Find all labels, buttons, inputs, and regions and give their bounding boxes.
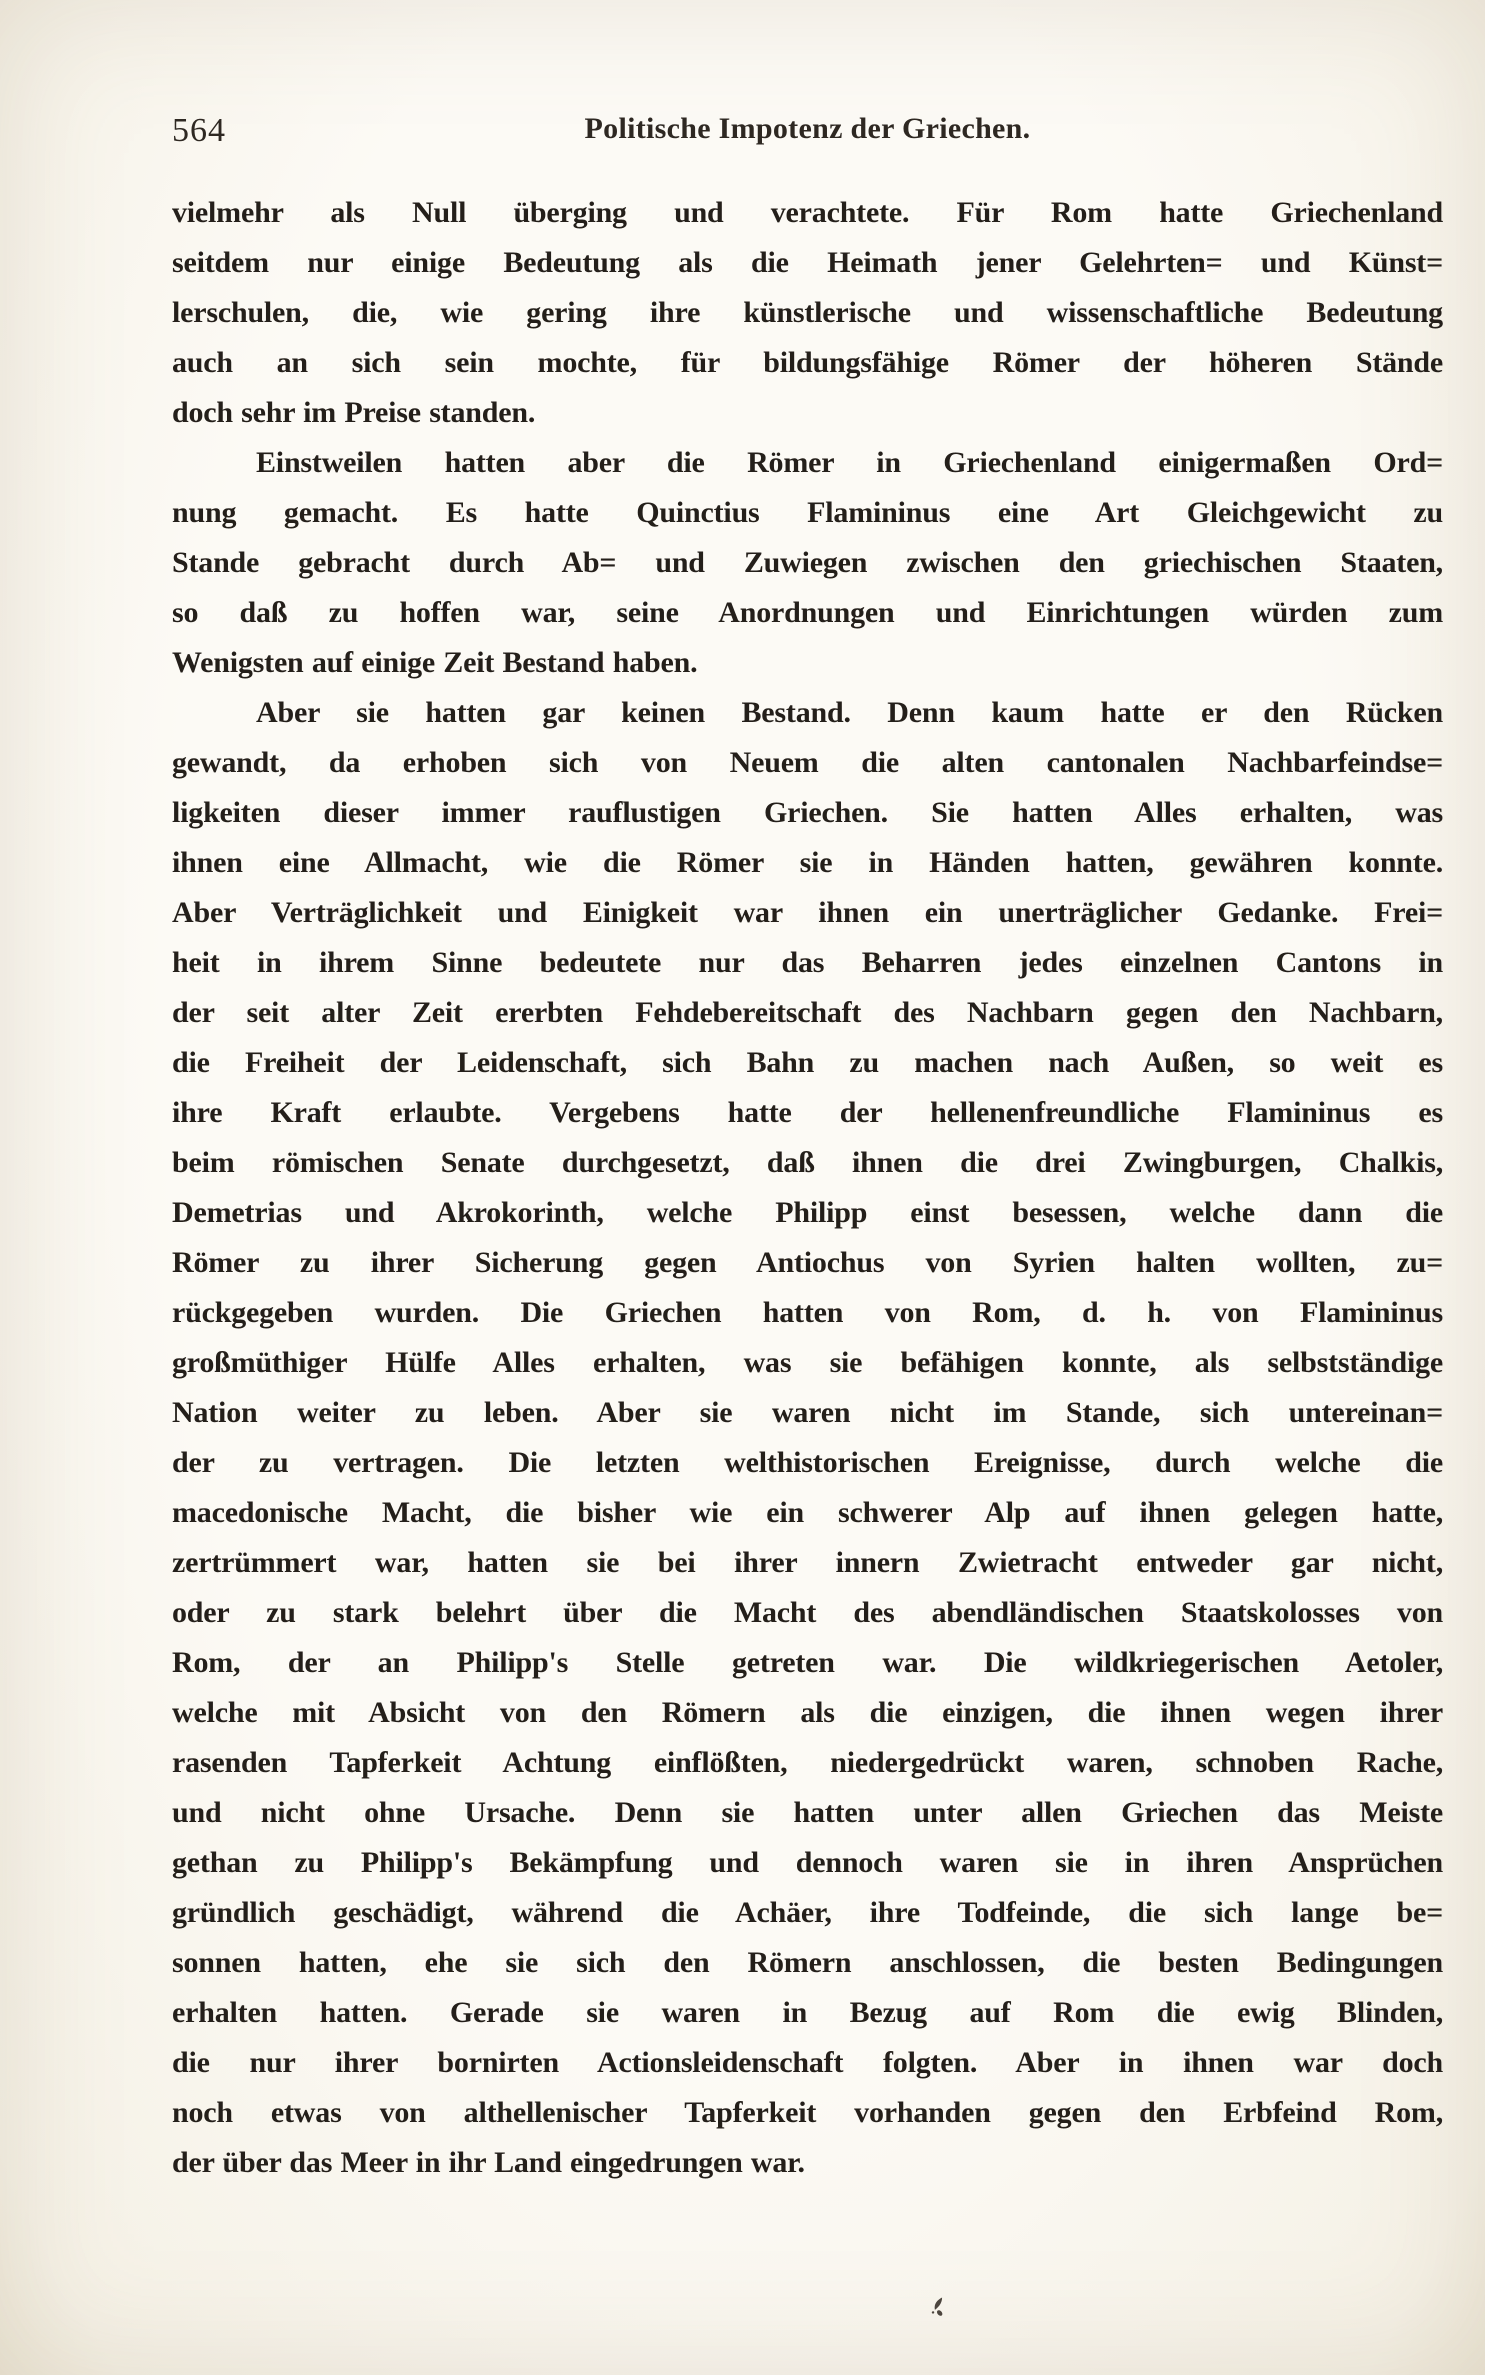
- text-line: rückgegeben wurden. Die Griechen hatten von Rom, d. h. von Flamininus: [172, 1296, 1443, 1329]
- text-line: ihre Kraft erlaubte. Vergebens hatte der hellenenfreundliche Flamininus es: [172, 1096, 1443, 1129]
- text-line: großmüthiger Hülfe Alles erhalten, was sie befähigen konnte, als selbstständige: [172, 1346, 1443, 1379]
- text-line: doch sehr im Preise standen.: [172, 396, 536, 429]
- text-line: lerschulen, die, wie gering ihre künstlerische und wissenschaftliche Bedeutung: [172, 296, 1443, 329]
- text-line: die nur ihrer bornirten Actionsleidenschaft folgten. Aber in ihnen war doch: [172, 2046, 1443, 2079]
- text-line: rasenden Tapferkeit Achtung einflößten, niedergedrückt waren, schnoben Rache,: [172, 1746, 1443, 1779]
- paragraph: [172, 688, 1443, 2188]
- text-line: seitdem nur einige Bedeutung als die Heimath jener Gelehrten= und Künst=: [172, 246, 1443, 279]
- text-line: der über das Meer in ihr Land eingedrungen war.: [172, 2146, 805, 2179]
- page-body: [172, 188, 1443, 2188]
- text-line: Einstweilen hatten aber die Römer in Griechenland einigermaßen Ord=: [256, 446, 1443, 479]
- text-line: der seit alter Zeit ererbten Fehdebereitschaft des Nachbarn gegen den Nachbarn,: [172, 996, 1443, 1029]
- text-line: welche mit Absicht von den Römern als die einzigen, die ihnen wegen ihrer: [172, 1696, 1443, 1729]
- text-line: beim römischen Senate durchgesetzt, daß ihnen die drei Zwingburgen, Chalkis,: [172, 1146, 1443, 1179]
- text-line: Wenigsten auf einige Zeit Bestand haben.: [172, 646, 698, 679]
- text-line: Rom, der an Philipp's Stelle getreten war. Die wildkriegerischen Aetoler,: [172, 1646, 1443, 1679]
- text-line: vielmehr als Null überging und verachtete. Für Rom hatte Griechenland: [172, 196, 1443, 229]
- text-line: heit in ihrem Sinne bedeutete nur das Beharren jedes einzelnen Cantons in: [172, 946, 1443, 979]
- text-line: ihnen eine Allmacht, wie die Römer sie in Händen hatten, gewähren konnte.: [172, 846, 1443, 879]
- text-line: auch an sich sein mochte, für bildungsfähige Römer der höheren Stände: [172, 346, 1443, 379]
- text-line: Stande gebracht durch Ab= und Zuwiegen zwischen den griechischen Staaten,: [172, 546, 1443, 579]
- text-line: Aber Verträglichkeit und Einigkeit war ihnen ein unerträglicher Gedanke. Frei=: [172, 896, 1443, 929]
- text-line: der zu vertragen. Die letzten welthistorischen Ereignisse, durch welche die: [172, 1446, 1443, 1479]
- page-number: 564: [172, 112, 226, 149]
- fleuron-ornament-icon: [925, 2293, 953, 2321]
- text-line: gründlich geschädigt, während die Achäer, ihre Todfeinde, die sich lange be=: [172, 1896, 1443, 1929]
- text-line: Römer zu ihrer Sicherung gegen Antiochus von Syrien halten wollten, zu=: [172, 1246, 1443, 1279]
- text-line: nung gemacht. Es hatte Quinctius Flamininus eine Art Gleichgewicht zu: [172, 496, 1443, 529]
- text-line: sonnen hatten, ehe sie sich den Römern anschlossen, die besten Bedingungen: [172, 1946, 1443, 1979]
- text-line: gethan zu Philipp's Bekämpfung und dennoch waren sie in ihren Ansprüchen: [172, 1846, 1443, 1879]
- paragraph: [172, 438, 1443, 688]
- running-header: Politische Impotenz der Griechen.: [584, 112, 1031, 145]
- paragraph: [172, 188, 1443, 438]
- text-line: zertrümmert war, hatten sie bei ihrer innern Zwietracht entweder gar nicht,: [172, 1546, 1443, 1579]
- text-line: die Freiheit der Leidenschaft, sich Bahn zu machen nach Außen, so weit es: [172, 1046, 1443, 1079]
- page-header: [172, 112, 1443, 160]
- text-line: oder zu stark belehrt über die Macht des abendländischen Staatskolosses von: [172, 1596, 1443, 1629]
- text-line: noch etwas von althellenischer Tapferkeit vorhanden gegen den Erbfeind Rom,: [172, 2096, 1443, 2129]
- text-line: und nicht ohne Ursache. Denn sie hatten unter allen Griechen das Meiste: [172, 1796, 1443, 1829]
- text-line: erhalten hatten. Gerade sie waren in Bezug auf Rom die ewig Blinden,: [172, 1996, 1443, 2029]
- text-line: so daß zu hoffen war, seine Anordnungen und Einrichtungen würden zum: [172, 596, 1443, 629]
- text-line: Demetrias und Akrokorinth, welche Philipp einst besessen, welche dann die: [172, 1196, 1443, 1229]
- text-line: Nation weiter zu leben. Aber sie waren nicht im Stande, sich untereinan=: [172, 1396, 1443, 1429]
- text-line: ligkeiten dieser immer rauflustigen Griechen. Sie hatten Alles erhalten, was: [172, 796, 1443, 829]
- text-line: gewandt, da erhoben sich von Neuem die alten cantonalen Nachbarfeindse=: [172, 746, 1443, 779]
- text-line: macedonische Macht, die bisher wie ein schwerer Alp auf ihnen gelegen hatte,: [172, 1496, 1443, 1529]
- text-line: Aber sie hatten gar keinen Bestand. Denn kaum hatte er den Rücken: [256, 696, 1443, 729]
